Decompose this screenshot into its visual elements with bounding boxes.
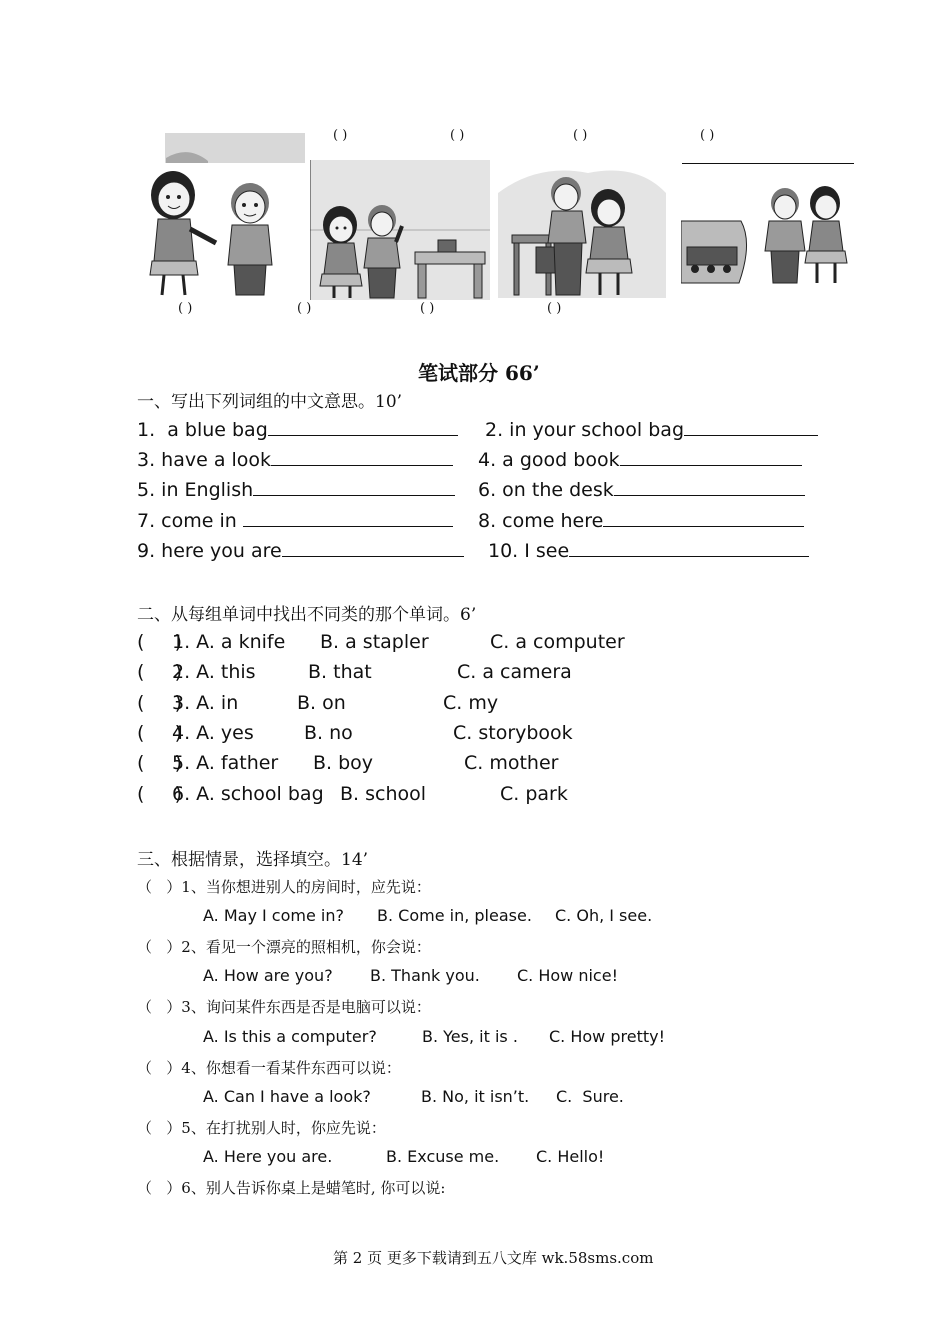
s3-option-2b: B. Thank you. (370, 966, 480, 985)
s3-option-5c: C. Hello! (536, 1147, 605, 1166)
s1-item-8: 8. come here (478, 509, 804, 532)
option-b: B. boy (313, 752, 374, 774)
pic-top-mark-4: ( ) (700, 128, 715, 143)
s1-item-1: 1. a blue bag (137, 418, 458, 441)
pic-bottom-mark-1: ( ) (178, 301, 193, 316)
page-title: 笔试部分 66’ (418, 361, 540, 385)
option-c: C. park (500, 783, 568, 805)
option-a: 5. A. father (172, 752, 279, 774)
s3-question-6: （ ）6、别人告诉你桌上是蜡笔时, 你可以说: (137, 1179, 446, 1197)
s1-item-5: 5. in English (137, 478, 455, 501)
s1-item-10: 10. I see (488, 539, 809, 562)
s3-option-3b: B. Yes, it is . (422, 1027, 518, 1046)
option-b: B. on (297, 692, 346, 714)
s3-question-4: （ ）4、你想看一看某件东西可以说： (137, 1059, 401, 1077)
option-c: C. my (443, 692, 499, 714)
pic-top-mark-2: ( ) (450, 128, 465, 143)
s3-option-1c: C. Oh, I see. (555, 906, 653, 925)
answer-blank[interactable]: ( ) (137, 722, 183, 744)
s1-item-6: 6. on the desk (478, 478, 805, 501)
pic-top-mark-3: ( ) (573, 128, 588, 143)
section2-heading: 二、从每组单词中找出不同类的那个单词。6’ (137, 605, 477, 625)
s3-question-3: （ ）3、询问某件东西是否是电脑可以说： (137, 998, 431, 1016)
section1-heading: 一、写出下列词组的中文意思。10’ (137, 392, 403, 412)
answer-blank[interactable]: ( ) (137, 783, 183, 805)
s1-item-2: 2. in your school bag (485, 418, 818, 441)
option-a: 4. A. yes (172, 722, 254, 744)
s3-option-5a: A. Here you are. (203, 1147, 333, 1166)
s3-option-1a: A. May I come in? (203, 906, 344, 925)
s3-option-3a: A. Is this a computer? (203, 1027, 377, 1046)
answer-blank[interactable]: ( ) (137, 752, 183, 774)
option-b: B. that (308, 661, 372, 683)
option-b: B. a stapler (320, 631, 429, 653)
pic-bottom-mark-2: ( ) (297, 301, 312, 316)
s3-option-5b: B. Excuse me. (386, 1147, 500, 1166)
option-c: C. a computer (490, 631, 625, 653)
answer-blank[interactable]: ( ) (137, 661, 183, 683)
pic-top-mark-1: ( ) (333, 128, 348, 143)
page-footer: 第 2 页 更多下载请到五八文库 wk.58sms.com (333, 1249, 654, 1267)
section3-heading: 三、根据情景，选择填空。14’ (137, 850, 369, 870)
s3-option-2c: C. How nice! (517, 966, 618, 985)
option-a: 2. A. this (172, 661, 256, 683)
answer-blank[interactable]: ( ) (137, 631, 183, 653)
s1-item-7: 7. come in (137, 509, 453, 532)
pic-bottom-mark-3: ( ) (420, 301, 435, 316)
s3-option-4c: C. Sure. (556, 1087, 624, 1106)
s3-question-2: （ ）2、看见一个漂亮的照相机，你会说： (137, 938, 431, 956)
option-b: B. no (304, 722, 353, 744)
s1-item-3: 3. have a look (137, 448, 453, 471)
option-a: 3. A. in (172, 692, 239, 714)
option-a: 6. A. school bag (172, 783, 324, 805)
pic-bottom-mark-4: ( ) (547, 301, 562, 316)
s3-option-4a: A. Can I have a look? (203, 1087, 371, 1106)
s3-option-4b: B. No, it isn’t. (421, 1087, 530, 1106)
picture-kids-and-train (681, 183, 853, 288)
s3-option-1b: B. Come in, please. (377, 906, 532, 925)
picture-girl-and-boy (128, 133, 308, 298)
s1-item-4: 4. a good book (478, 448, 802, 471)
option-b: B. school (340, 783, 427, 805)
picture-kids-and-desk (310, 160, 490, 300)
option-c: C. storybook (453, 722, 573, 744)
s3-option-2a: A. How are you? (203, 966, 333, 985)
option-c: C. mother (464, 752, 559, 774)
option-a: 1. A. a knife (172, 631, 286, 653)
s3-option-3c: C. How pretty! (549, 1027, 665, 1046)
answer-line (682, 163, 854, 164)
answer-blank[interactable]: ( ) (137, 692, 183, 714)
option-c: C. a camera (457, 661, 572, 683)
picture-kids-and-chair (498, 163, 666, 298)
s3-question-5: （ ）5、在打扰别人时，你应先说： (137, 1119, 386, 1137)
s1-item-9: 9. here you are (137, 539, 464, 562)
s3-question-1: （ ）1、当你想进别人的房间时，应先说： (137, 878, 431, 896)
